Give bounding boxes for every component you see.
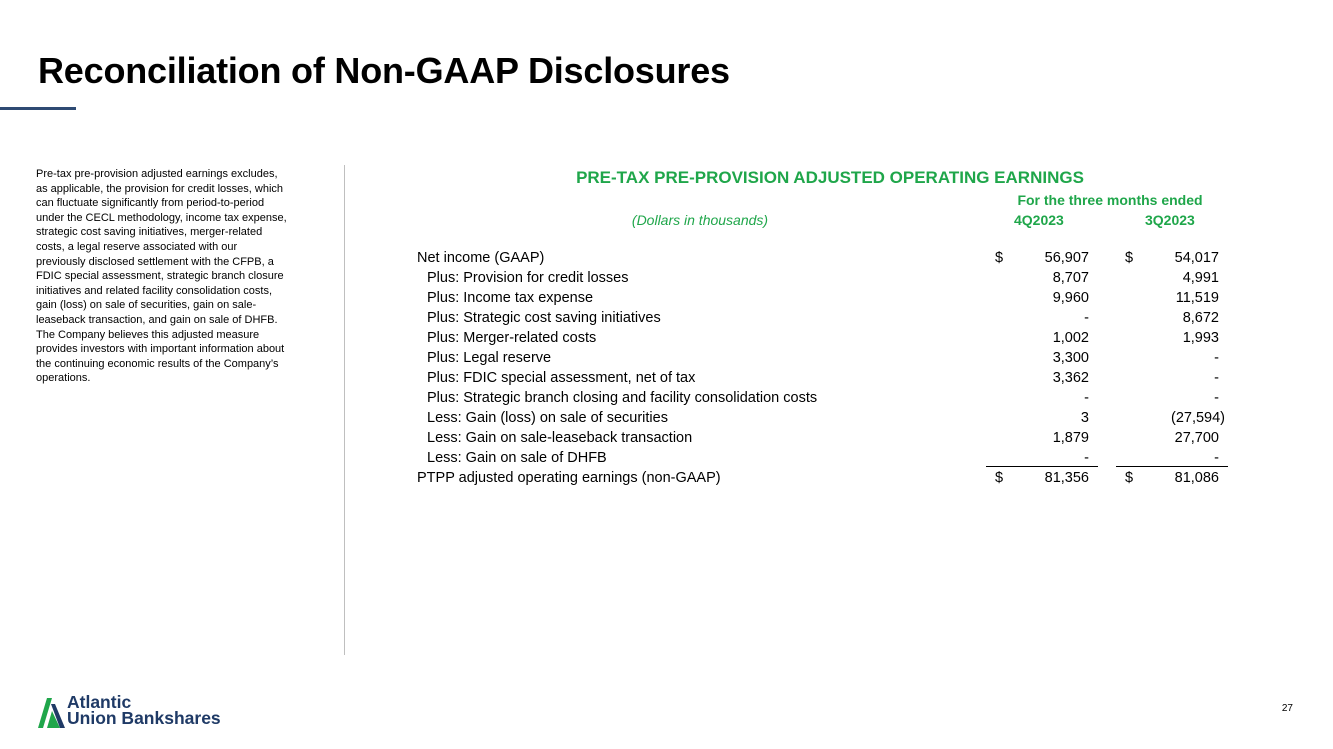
- value-4q2023: -: [1084, 450, 1089, 466]
- value-3q2023: 1,993: [1182, 330, 1219, 346]
- value-4q2023: -: [1084, 310, 1089, 326]
- value-4q2023: 1,002: [1052, 330, 1089, 346]
- value-4q2023: 81,356: [1044, 470, 1089, 486]
- row-label: Plus: Merger-related costs: [427, 330, 597, 346]
- value-3q2023: -: [1214, 450, 1219, 466]
- title-underline: [0, 107, 76, 110]
- row-label: Net income (GAAP): [417, 250, 545, 266]
- table-row: [0, 288, 1333, 308]
- value-4q2023: 8,707: [1052, 270, 1089, 286]
- page-number: 27: [1281, 703, 1293, 714]
- currency-symbol: $: [1125, 470, 1134, 486]
- table-row: [0, 448, 1333, 468]
- value-4q2023: 3: [1080, 410, 1089, 426]
- table-row-total: [0, 468, 1333, 488]
- units-note: (Dollars in thousands): [631, 212, 769, 228]
- logo-line-2: Union Bankshares: [67, 708, 221, 728]
- reconciliation-table: [0, 248, 1333, 488]
- column-header-4q2023: 4Q2023: [1014, 212, 1064, 228]
- row-label: Less: Gain (loss) on sale of securities: [427, 410, 668, 426]
- period-header: For the three months ended: [1017, 192, 1203, 208]
- currency-symbol: $: [1125, 250, 1134, 266]
- table-row: [0, 348, 1333, 368]
- value-3q2023: -: [1214, 350, 1219, 366]
- table-row: [0, 248, 1333, 268]
- value-3q2023: 11,519: [1175, 290, 1219, 306]
- row-label: Less: Gain on sale-leaseback transaction: [427, 430, 693, 446]
- value-4q2023: 3,300: [1052, 350, 1089, 366]
- value-4q2023: 1,879: [1052, 430, 1089, 446]
- row-label: Plus: Provision for credit losses: [427, 270, 629, 286]
- atlantic-union-logo-icon: [38, 697, 66, 729]
- page-title: Reconciliation of Non-GAAP Disclosures: [38, 50, 730, 91]
- value-4q2023: 9,960: [1052, 290, 1089, 306]
- table-title: PRE-TAX PRE-PROVISION ADJUSTED OPERATING EARNINGS: [576, 168, 1084, 187]
- table-row: [0, 428, 1333, 448]
- sidebar-description: Pre-tax pre-provision adjusted earnings excludes, as applicable, the provision for credit losses, which can fluctuate significantly from period-to-period under the CECL methodology, income tax expense, strategic cost saving initiatives, merger-related costs, a legal reserve associated with our previously disclosed settlement with the CFPB, a FDIC special assessment, strategic branch closure initiatives and related facility consolidation costs, gain (loss) on sale of securities, gain on sale-leaseback transaction, and gain on sale of DHFB. The Company believes this adjusted measure provides investors with important information about the continuing economic results of the Company’s operations.: [36, 168, 287, 385]
- value-3q2023: -: [1214, 370, 1219, 386]
- row-label: Plus: FDIC special assessment, net of tax: [427, 370, 696, 386]
- row-label: Plus: Strategic branch closing and facility consolidation costs: [427, 390, 818, 406]
- value-3q2023: (27,594): [1170, 410, 1225, 426]
- logo-line-1: Atlantic: [67, 692, 132, 712]
- value-4q2023: 56,907: [1044, 250, 1089, 266]
- value-3q2023: 54,017: [1174, 250, 1219, 266]
- total-underline-4q2023: [986, 466, 1098, 467]
- table-row: [0, 408, 1333, 428]
- table-row: [0, 388, 1333, 408]
- table-row: [0, 308, 1333, 328]
- currency-symbol: $: [995, 470, 1004, 486]
- logo-text: [67, 694, 221, 726]
- row-label: Plus: Legal reserve: [427, 350, 552, 366]
- value-3q2023: 81,086: [1174, 470, 1219, 486]
- value-3q2023: 27,700: [1174, 430, 1219, 446]
- column-header-3q2023: 3Q2023: [1145, 212, 1195, 228]
- row-label: Plus: Income tax expense: [427, 290, 594, 306]
- row-label: Less: Gain on sale of DHFB: [427, 450, 607, 466]
- table-row: [0, 328, 1333, 348]
- table-row: [0, 368, 1333, 388]
- table-row: [0, 268, 1333, 288]
- total-underline-3q2023: [1116, 466, 1228, 467]
- row-label: PTPP adjusted operating earnings (non-GAAP): [417, 470, 721, 486]
- value-3q2023: 4,991: [1182, 270, 1219, 286]
- value-4q2023: 3,362: [1052, 370, 1089, 386]
- value-3q2023: -: [1214, 390, 1219, 406]
- value-4q2023: -: [1084, 390, 1089, 406]
- value-3q2023: 8,672: [1182, 310, 1219, 326]
- row-label: Plus: Strategic cost saving initiatives: [427, 310, 661, 326]
- currency-symbol: $: [995, 250, 1004, 266]
- company-logo: [38, 694, 268, 730]
